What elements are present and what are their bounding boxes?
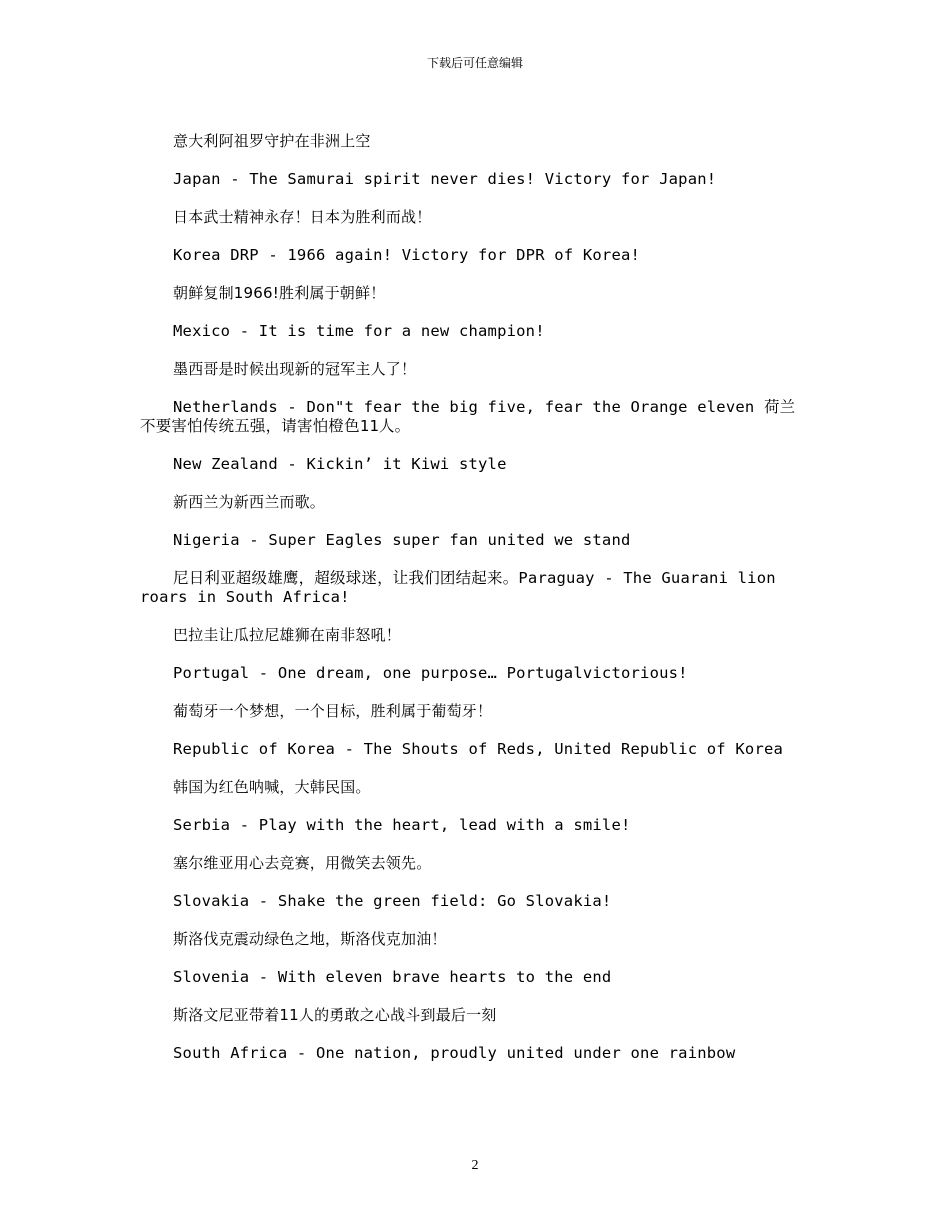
- paragraph-republic-of-korea-en: Republic of Korea - The Shouts of Reds, United Republic of Korea: [173, 740, 784, 758]
- paragraph-mexico-zh: 墨西哥是时候出现新的冠军主人了！: [173, 360, 417, 378]
- paragraph-serbia-zh: 塞尔维亚用心去竞赛，用微笑去领先。: [173, 854, 432, 872]
- document-body: [140, 132, 800, 1082]
- paragraph-portugal-en: Portugal - One dream, one purpose… Portugalvictorious!: [173, 664, 688, 682]
- page-number: 2: [471, 1158, 479, 1173]
- paragraph-slovenia-en: Slovenia - With eleven brave hearts to the end: [173, 968, 612, 986]
- paragraph-netherlands: Netherlands - Don"t fear the big five, fear the Orange eleven 荷兰不要害怕传统五强，请害怕橙色11人。: [140, 398, 796, 435]
- paragraph-korea-dpr-zh: 朝鲜复制1966!胜利属于朝鲜！: [173, 284, 386, 302]
- page-header: 下载后可任意编辑: [426, 56, 523, 70]
- paragraph-italy-zh: 意大利阿祖罗守护在非洲上空: [173, 132, 371, 150]
- paragraph-new-zealand-en: New Zealand - Kickin’ it Kiwi style: [173, 455, 507, 473]
- paragraph-slovenia-zh: 斯洛文尼亚带着11人的勇敢之心战斗到最后一刻: [173, 1006, 497, 1024]
- paragraph-japan-zh: 日本武士精神永存！日本为胜利而战！: [173, 208, 432, 226]
- paragraph-new-zealand-zh: 新西兰为新西兰而歌。: [173, 493, 326, 511]
- paragraph-nigeria-en: Nigeria - Super Eagles super fan united we stand: [173, 531, 631, 549]
- paragraph-serbia-en: Serbia - Play with the heart, lead with a smile!: [173, 816, 631, 834]
- paragraph-mexico-en: Mexico - It is time for a new champion!: [173, 322, 545, 340]
- paragraph-slovakia-en: Slovakia - Shake the green field: Go Slovakia!: [173, 892, 612, 910]
- paragraph-korea-dpr-en: Korea DRP - 1966 again! Victory for DPR of Korea!: [173, 246, 641, 264]
- paragraph-paraguay-zh: 巴拉圭让瓜拉尼雄狮在南非怒吼！: [173, 626, 402, 644]
- paragraph-slovakia-zh: 斯洛伐克震动绿色之地，斯洛伐克加油！: [173, 930, 447, 948]
- paragraph-japan-en: Japan - The Samurai spirit never dies! Victory for Japan!: [173, 170, 717, 188]
- paragraph-nigeria-paraguay: 尼日利亚超级雄鹰，超级球迷，让我们团结起来。Paraguay - The Guarani lion roars in South Africa!: [140, 569, 776, 606]
- paragraph-south-africa-en: South Africa - One nation, proudly united under one rainbow: [173, 1044, 736, 1062]
- paragraph-republic-of-korea-zh: 韩国为红色呐喊，大韩民国。: [173, 778, 371, 796]
- paragraph-portugal-zh: 葡萄牙一个梦想，一个目标，胜利属于葡萄牙！: [173, 702, 493, 720]
